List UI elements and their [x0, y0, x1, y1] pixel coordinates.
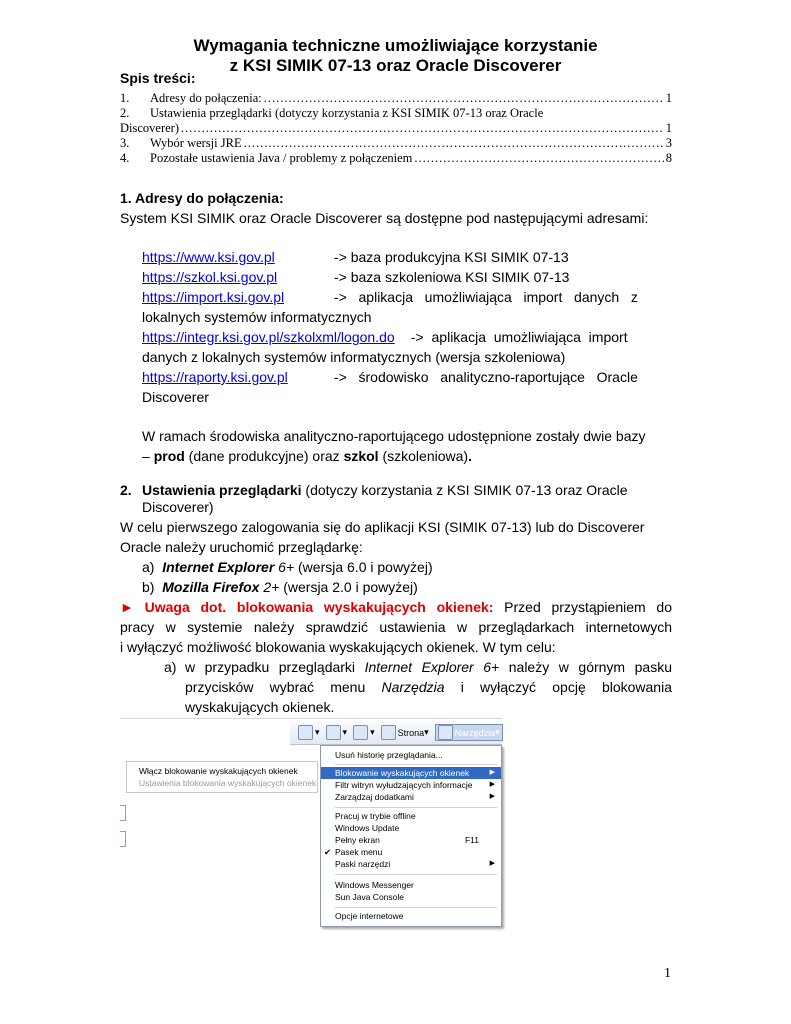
section2-heading: Ustawienia przeglądarki (dotyczy korzystania z KSI SIMIK 07-13 oraz Oracle [142, 482, 628, 498]
toc-heading: Spis treści: [120, 70, 196, 86]
toc-item-2[interactable]: 2. Ustawienia przeglądarki (dotyczy korzystania z KSI SIMIK 07-13 oraz Oracle [120, 106, 544, 120]
section2-intro-line1: W celu pierwszego zalogowania się do aplikacji KSI (SIMIK 07-13) lub do Discoverer [120, 519, 645, 535]
tools-dropdown-menu [320, 745, 502, 927]
link-raporty-desc-cont: Discoverer [142, 389, 209, 405]
warning-label: ► Uwaga dot. blokowania wyskakujących okienek: [120, 599, 494, 615]
toc-list [120, 91, 672, 166]
popup-blocker-submenu [126, 761, 318, 793]
page-menu-button[interactable]: Strona ▾ [381, 725, 429, 740]
link-szkol[interactable]: https://szkol.ksi.gov.pl [142, 269, 278, 285]
toc-item-4[interactable]: 4. Pozostałe ustawienia Java / problemy z połączeniem ..... 8 [120, 151, 672, 166]
link-szkol-desc: -> baza szkoleniowa KSI SIMIK 07-13 [334, 269, 570, 285]
step-a-line1: w przypadku przeglądarki Internet Explorer 6+ należy w górnym pasku [185, 659, 672, 675]
link-ksi[interactable]: https://www.ksi.gov.pl [142, 249, 275, 265]
menu-item-phishing-filter[interactable]: Filtr witryn wyłudzających informacje ▶ [335, 780, 495, 790]
warning-line1: ► Uwaga dot. blokowania wyskakujących okienek: Przed przystąpieniem do [120, 599, 672, 615]
section2-num: 2. [120, 482, 132, 498]
menu-item-windows-messenger[interactable]: Windows Messenger [335, 880, 414, 890]
step-a-line3: wyskakujących okienek. [185, 699, 335, 715]
section2-heading-cont: Discoverer) [142, 499, 214, 515]
link-import-desc-cont: lokalnych systemów informatycznych [142, 309, 372, 325]
browser-item-firefox: b) Mozilla Firefox 2+ (wersja 2.0 i powyżej) [142, 579, 418, 595]
section1-intro: System KSI SIMIK oraz Oracle Discoverer są dostępne pod następującymi adresami: [120, 210, 649, 226]
submenu-arrow-icon: ▶ [489, 781, 495, 788]
link-integr-desc: -> aplikacja umożliwiająca import [407, 329, 628, 345]
document-title-line2: z KSI SIMIK 07-13 oraz Oracle Discoverer [229, 56, 562, 75]
ie-toolbar [290, 721, 502, 745]
home-icon[interactable]: ▾ [298, 725, 320, 740]
link-integr[interactable]: https://integr.ksi.gov.pl/szkolxml/logon.do [142, 329, 395, 345]
browser-item-ie: a) Internet Explorer 6+ (wersja 6.0 i powyżej) [142, 559, 433, 575]
section1-note-line1: W ramach środowiska analityczno-raportującego udostępnione zostały dwie bazy [142, 428, 646, 444]
menu-item-menu-bar[interactable]: ✔ Pasek menu [324, 847, 383, 857]
submenu-arrow-icon: ▶ [489, 793, 495, 800]
link-import-desc: -> aplikacja umożliwiająca import danych z [334, 289, 638, 305]
print-icon[interactable]: ▾ [353, 725, 375, 740]
toc-item-2-cont[interactable]: Discoverer) ..... 1 [120, 121, 672, 136]
link-raporty[interactable]: https://raporty.ksi.gov.pl [142, 369, 288, 385]
step-a-line2: przycisków wybrać menu Narzędzia i wyłączyć opcję blokowania [185, 679, 672, 695]
link-raporty-desc: -> środowisko analityczno-raportujące Oracle [334, 369, 638, 385]
submenu-enable-blocker[interactable]: Włącz blokowanie wyskakujących okienek [139, 766, 298, 776]
menu-item-java-console[interactable]: Sun Java Console [335, 892, 404, 902]
submenu-arrow-icon: ▶ [489, 860, 495, 867]
section1-note-line2: – prod (dane produkcyjne) oraz szkol (szkoleniowa). [142, 448, 472, 464]
submenu-arrow-icon: ▶ [489, 769, 495, 776]
document-title-line1: Wymagania techniczne umożliwiające korzystanie [193, 36, 598, 55]
link-import[interactable]: https://import.ksi.gov.pl [142, 289, 285, 305]
menu-item-work-offline[interactable]: Pracuj w trybie offline [335, 811, 416, 821]
section1-heading: 1. Adresy do połączenia: [120, 190, 284, 206]
feeds-icon[interactable]: ▾ [326, 725, 348, 740]
checkmark-icon: ✔ [324, 847, 332, 857]
warning-line2: pracy w systemie należy sprawdzić ustawienia w przeglądarkach internetowych [120, 619, 672, 635]
link-ksi-desc: -> baza produkcyjna KSI SIMIK 07-13 [334, 249, 569, 265]
warning-line3: i wyłączyć możliwość blokowania wyskakujących okienek. W tym celu: [120, 639, 556, 655]
menu-item-windows-update[interactable]: Windows Update [335, 823, 400, 833]
submenu-blocker-settings[interactable]: Ustawienia blokowania wyskakujących okienek [139, 778, 317, 788]
menu-item-manage-addons[interactable]: Zarządzaj dodatkami ▶ [335, 792, 495, 802]
ie-tools-menu-screenshot [120, 718, 502, 927]
page-edge-marker [120, 805, 126, 821]
tools-menu-button[interactable]: Narzędzia ▾ [435, 724, 503, 741]
toc-item-1[interactable]: 1. Adresy do połączenia: ..... 1 [120, 91, 672, 106]
page-edge-marker [120, 831, 126, 847]
menu-item-full-screen[interactable]: Pełny ekran F11 [335, 835, 479, 845]
step-a-letter: a) [164, 659, 177, 675]
menu-item-toolbars[interactable]: Paski narzędzi ▶ [335, 859, 495, 869]
menu-item-internet-options[interactable]: Opcje internetowe [335, 911, 404, 921]
section2-intro-line2: Oracle należy uruchomić przeglądarkę: [120, 539, 363, 555]
page-number: 1 [664, 966, 671, 981]
menu-item-popup-blocker[interactable]: Blokowanie wyskakujących okienek ▶ [321, 767, 501, 779]
link-integr-desc-cont: danych z lokalnych systemów informatycznych (wersja szkoleniowa) [142, 349, 566, 365]
toc-item-3[interactable]: 3. Wybór wersji JRE ..... 3 [120, 136, 672, 151]
menu-item-delete-history[interactable]: Usuń historię przeglądania... [335, 750, 443, 760]
